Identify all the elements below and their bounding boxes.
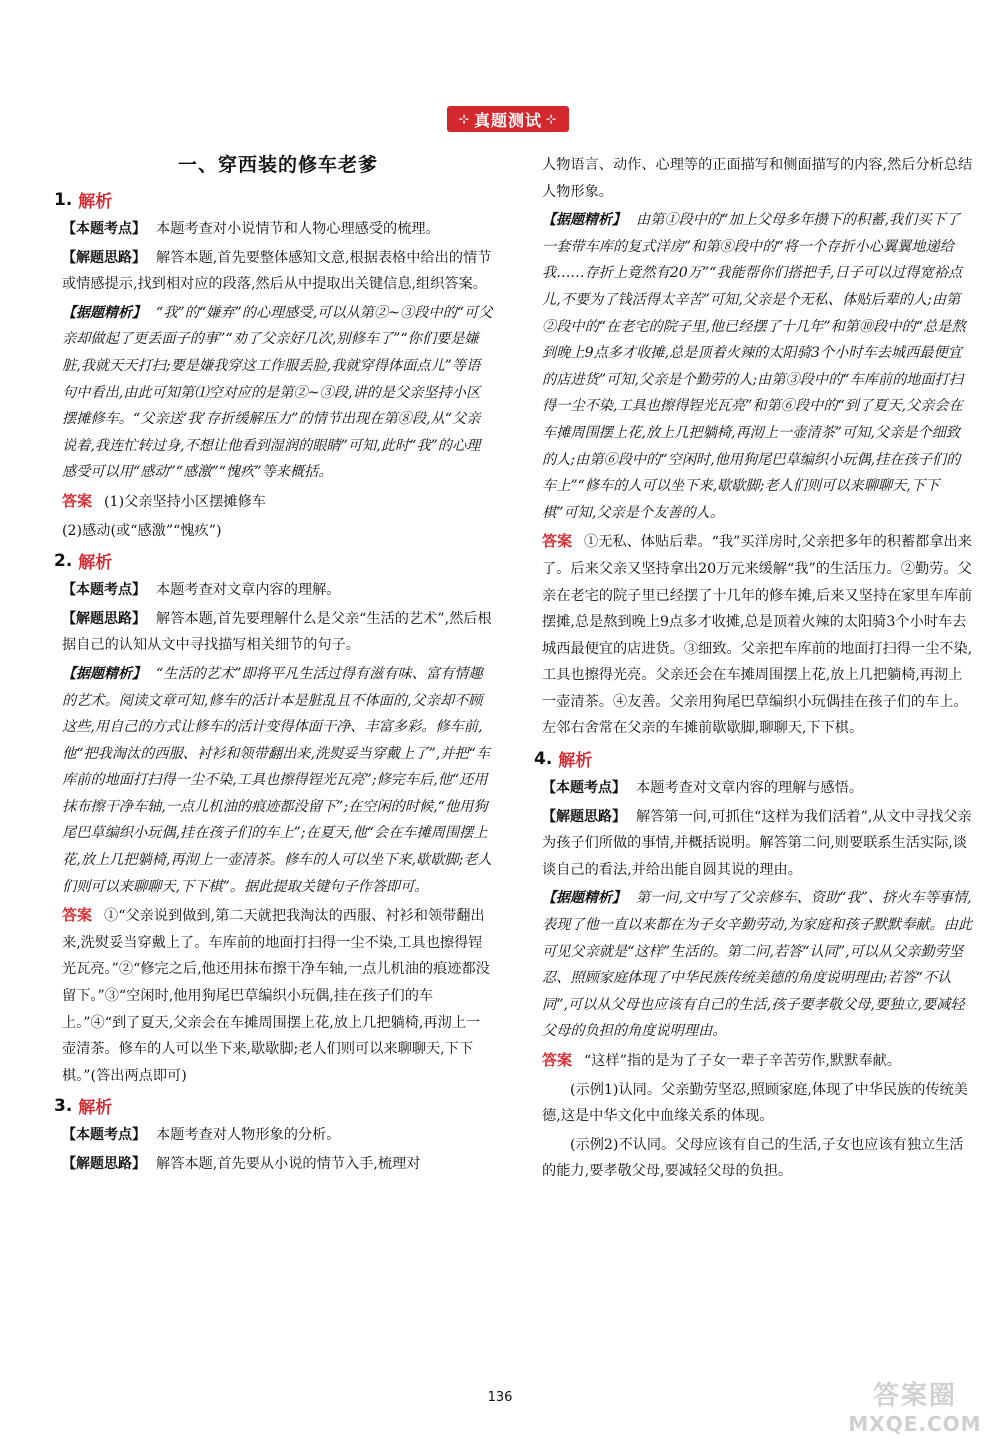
silu-text: 解答本题,首先要整体感知文意,根据表格中给出的情节或情感提示,找到相对应的段落,然后从中提取出关键信息,组织答案。 [62,249,492,293]
analysis-tag: 解析 [558,751,593,772]
watermark-logo [840,1375,990,1445]
question-number: 4. [534,748,553,769]
question-number: 1. [54,189,73,210]
answer-label: 答案 [62,491,93,510]
jingxi-label: 【据题精析】 [542,890,626,907]
jingxi-label: 【据题精析】 [542,212,626,229]
q4-silu [542,804,974,884]
q3-kaodian [62,1122,494,1149]
page-number: 136 [487,1390,513,1405]
question-4-header [534,746,974,771]
answer-text: ①“父亲说到做到,第二天就把我淘汰的西服、衬衫和领带翻出来,洗熨妥当穿戴上了。车库前的地面打扫得一尘不染,工具也擦得锃光瓦亮。”②“修完之后,他还用抹布擦干净车轴,一点儿机油的痕迹都没留下。”③“空闲时,他用狗尾巴草编织小玩偶,挂在孩子们的车上。”④“到了夏天,父亲会在车摊周围摆上花,放上几把躺椅,再沏上一壶清茶。修车的人可以坐下来,歇歇脚;老人们则可以来聊聊天,下下棋。”(答出两点即可) [62,908,490,1084]
q3-silu-continued: 人物语言、动作、心理等的正面描写和侧面描写的内容,然后分析总结人物形象。 [542,157,973,200]
kaodian-text: 本题考查对文章内容的理解与感悟。 [636,780,864,797]
silu-text: 解答本题,首先要从小说的情节入手,梳理对 [156,1156,421,1172]
answer-text: “这样”指的是为了子女一辈子辛苦劳作,默默奉献。 [584,1053,901,1069]
analysis-tag: 解析 [78,192,113,212]
kaodian-label: 【本题考点】 [62,1127,146,1144]
right-column [534,152,974,1187]
answer-label: 答案 [542,532,573,551]
silu-text: 解答第一问,可抓住“这样为我们活着”,从文中寻找父亲为孩子们所做的事情,并概括说明。解答第二问,则要联系生活实际,谈谈自己的看法,并给出能自圆其说的理由。 [542,808,972,878]
answer-label: 答案 [542,1051,573,1069]
q3-jingxi [542,207,974,526]
q4-example-2: (示例2)不认同。父母应该有自己的生活,子女也应该有独立生活的能力,要孝敬父母,要减轻父母的负担。 [542,1136,964,1180]
kaodian-text: 本题考查对人物形象的分析。 [156,1127,341,1144]
jingxi-text: “我”的“嫌弃”的心理感受,可以从第②~③段中的“可父亲却做起了更丢面子的事”“劝了父亲好几次,别修车了”“你们要是嫌脏,我就天天打扫;要是嫌我穿这工作服丢脸,我就穿得体面点儿”等语句中看出,由此可知第⑴空对应的是第②~③段,讲的是父亲坚持小区摆摊修车。“父亲送‘我’存折缓解压力”的情节出现在第⑧段,从“父亲说着,我连忙转过身,不想让他看到湿润的眼睛”可知,此时“我”的心理感受可以用“感动”“感激”“愧疚”等来概括。 [62,304,493,481]
silu-label: 【解题思路】 [62,1156,146,1172]
q2-answer [62,902,494,1089]
q2-jingxi [62,661,494,900]
question-3-header [54,1093,494,1118]
q3-answer [542,528,974,742]
silu-label: 【解题思路】 [62,610,146,627]
kaodian-text: 本题考查对小说情节和人物心理感受的梳理。 [156,221,440,237]
q2-kaodian [62,577,494,604]
banner-title: 真题测试 [473,110,542,130]
jingxi-text: “生活的艺术”即将平凡生活过得有滋有味、富有情趣的艺术。阅读文章可知,修车的活计本是脏乱且不体面的,父亲却不顾这些,用自己的方式让修车的活计变得体面干净、丰富多彩。修车前,他“把我淘汰的西服、衬衫和领带翻出来,洗熨妥当穿戴上了”,并把“车库前的地面打扫得一尘不染,工具也擦得锃光瓦亮”;修完车后,他“还用抹布擦干净车轴,一点儿机油的痕迹都没留下”;在空闲的时候,“他用狗尾巴草编织小玩偶,挂在孩子们的车上”;在夏天,他“会在车摊周围摆上花,放上几把躺椅,再沏上一壶清茶。修车的人可以坐下来,歇歇脚;老人们则可以来聊聊天,下下棋”。据此提取关键句子作答即可。 [62,665,492,895]
q2-silu [62,606,494,659]
kaodian-label: 【本题考点】 [62,221,146,237]
q4-example-1: (示例1)认同。父亲勤劳坚忍,照顾家庭,体现了中华民族的传统美德,这是中华文化中血缘关系的体现。 [542,1081,968,1125]
silu-label: 【解题思路】 [542,808,626,825]
answer-label: 答案 [62,906,93,925]
q3-silu [62,1151,494,1178]
jingxi-text: 由第①段中的“加上父母多年攒下的积蓄,我们买下了一套带车库的复式洋房”和第⑧段中的“将一个存折小心翼翼地递给我……存折上竟然有20万”“我能帮你们搭把手,日子可以过得宽裕点儿,不要为了钱活得太辛苦”可知,父亲是个无私、体贴后辈的人;由第②段中的“在老宅的院子里,他已经摆了十几年”和第⑩段中的“总是熬到晚上9点多才收摊,总是顶着火辣的太阳骑3个小时车去城西最便宜的店进货”可知,父亲是个勤劳的人;由第③段中的“车库前的地面打扫得一尘不染,工具也擦得锃光瓦亮”和第⑥段中的“到了夏天,父亲会在车摊周围摆上花,放上几把躺椅,再沏上一壶清茶”可知,父亲是个细致的人;由第⑥段中的“空闲时,他用狗尾巴草编织小玩偶,挂在孩子们的车上”“修车的人可以坐下来,歇歇脚;老人们则可以来聊聊天,下下棋”可知,父亲是个友善的人。 [542,212,966,521]
kaodian-label: 【本题考点】 [542,780,626,797]
question-2-header [54,548,494,573]
q4-answer [542,1047,974,1075]
answer-text: ①无私、体贴后辈。“我”买洋房时,父亲把多年的积蓄都拿出来了。后来父亲又坚持拿出20万元来缓解“我”的生活压力。②勤劳。父亲在老宅的院子里已经摆了十几年的修车摊,后来又坚持在家里车库前摆摊,总是熬到晚上9点多才收摊,总是顶着火辣的太阳骑3个小时车去城西最便宜的店进货。③细致。父亲把车库前的地面打扫得一尘不染,工具也擦得光亮。父亲还会在车摊周围摆上花,放上几把躺椅,再沏上一壶清茶。④友善。父亲用狗尾巴草编织小玩偶挂在孩子们的车上。左邻右舍常在父亲的车摊前歇歇脚,聊聊天,下下棋。 [542,534,973,737]
q4-jingxi [542,885,974,1045]
silu-text: 解答本题,首先要理解什么是父亲“生活的艺术”,然后根据自己的认知从文中寻找描写相关细节的句子。 [62,610,492,654]
q1-answer [62,488,494,516]
q1-jingxi [62,300,494,486]
question-1-header [54,187,494,212]
section-title: 一、穿西装的修车老爹 [177,154,378,176]
analysis-tag: 解析 [78,553,113,574]
q1-answer-2: (2)感动(或“感激”“愧疚”) [62,522,222,539]
watermark-line-2: MXQE.COM [848,1412,982,1436]
silu-label: 【解题思路】 [62,249,146,266]
jingxi-label: 【据题精析】 [62,304,146,321]
left-column [54,150,494,1180]
question-number: 2. [54,550,73,571]
ornament-left-icon: ⊹ [458,112,470,126]
ornament-right-icon: ⊹ [546,112,558,126]
kaodian-label: 【本题考点】 [62,582,146,599]
q1-kaodian [62,216,494,243]
section-banner [447,106,569,132]
jingxi-text: 第一问,文中写了父亲修车、资助“我”、挤火车等事情,表现了他一直以来都在为子女辛勤劳动,为家庭和孩子默默奉献。由此可见父亲就是“这样”生活的。第二问,若答“认同”,可以从父亲勤劳坚忍、照顾家庭体现了中华民族传统美德的角度说明理由;若答“不认同”,可以从父母也应该有自己的生活,孩子要孝敬父母,要独立,要减轻父母的负担的角度说明理由。 [542,890,973,1040]
q4-kaodian [542,775,974,802]
question-number: 3. [54,1095,73,1116]
answer-text-1: (1)父亲坚持小区摆摊修车 [104,493,266,510]
kaodian-text: 本题考查对文章内容的理解。 [156,582,341,599]
q1-silu [62,245,494,298]
analysis-tag: 解析 [78,1098,113,1119]
jingxi-label: 【据题精析】 [62,665,146,682]
watermark-line-1: 答案圈 [872,1381,957,1411]
